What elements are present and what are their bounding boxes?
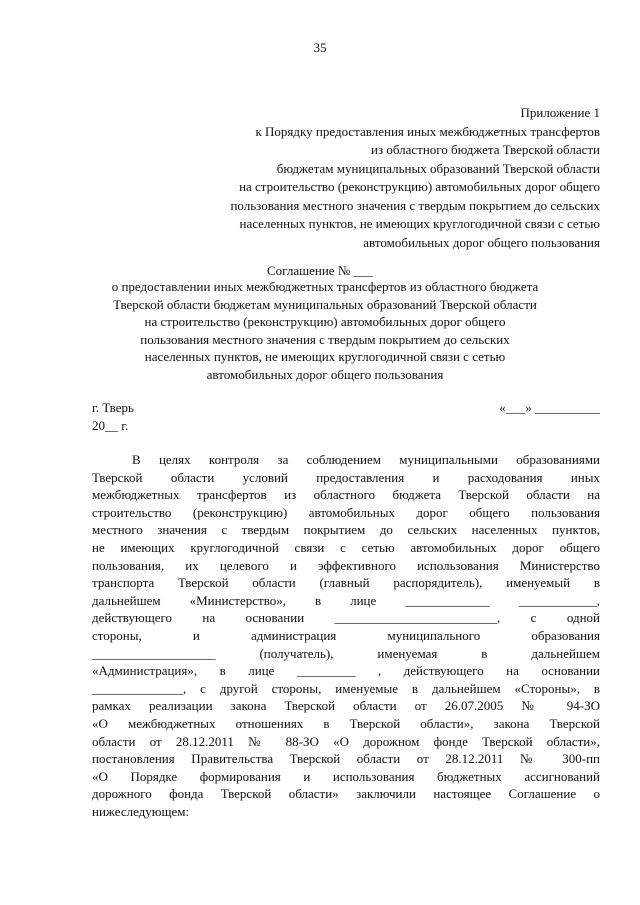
appendix-line: на строительство (реконструкцию) автомобильных дорог общего xyxy=(239,179,600,194)
appendix-line: пользования местного значения с твердым покрытием до сельских xyxy=(230,197,600,213)
agreement-body xyxy=(92,451,600,820)
body-line: транспорта Тверской области (главный распорядитель), именуемый в xyxy=(92,575,600,591)
body-line: действующего на основании _________________________, с одной xyxy=(92,610,600,626)
body-line: В целях контроля за соблюдением муниципальными образованиями xyxy=(132,452,600,467)
agreement-title: Соглашение № ___ xyxy=(267,263,373,278)
body-line: ___________________ (получатель), именуемая в дальнейшем xyxy=(92,645,600,661)
agreement-subject-line: населенных пунктов, не имеющих круглогодичной связи с сетью xyxy=(144,349,506,364)
body-line: пользования, их целевого и эффективного использования Министерство xyxy=(92,557,600,573)
appendix-line: бюджетам муниципальных образований Тверской области xyxy=(276,160,600,176)
body-line: области от 28.12.2011 № 88-ЗО «О дорожном фонде Тверской области», xyxy=(92,733,600,749)
body-line: ______________, с другой стороны, именуемые в дальнейшем «Стороны», в xyxy=(92,680,600,696)
body-line: местного значения с твердым покрытием до сельских населенных пунктов, xyxy=(92,522,600,538)
body-line: «Администрация», в лице _________ , действующего на основании xyxy=(92,663,600,679)
appendix-line: автомобильных дорог общего пользования xyxy=(363,234,600,250)
body-line: не имеющих круглогодичной связи с сетью автомобильных дорог общего xyxy=(92,539,600,555)
body-line: нижеследующем: xyxy=(92,803,190,819)
agreement-subject-line: автомобильных дорог общего пользования xyxy=(206,366,444,382)
body-line: «О Порядке формирования и использования бюджетных ассигнований xyxy=(92,768,600,784)
body-line: постановления Правительства Тверской области от 28.12.2011 № 300-пп xyxy=(92,751,600,767)
body-line: дорожного фонда Тверской области» заключили настоящее Соглашение о xyxy=(92,786,600,802)
appendix-line: Приложение 1 xyxy=(520,105,600,120)
body-line: строительство (реконструкцию) автомобильных дорог общего пользования xyxy=(92,504,600,520)
signing-year: 20__ г. xyxy=(92,418,129,433)
body-line: дальнейшем «Министерство», в лице _____________ ____________, xyxy=(92,592,600,608)
body-line: рамках реализации закона Тверской области от 26.07.2005 № 94-ЗО xyxy=(92,698,600,714)
agreement-subject-line: на строительство (реконструкцию) автомобильных дорог общего xyxy=(144,314,506,329)
appendix-line: к Порядку предоставления иных межбюджетных трансфертов xyxy=(255,123,600,139)
body-line: «О межбюджетных отношениях в Тверской области», закона Тверской xyxy=(92,715,600,731)
body-line: межбюджетных трансфертов из областного бюджета Тверской области на xyxy=(92,487,600,503)
agreement-subject-line: пользования местного значения с твердым покрытием до сельских xyxy=(140,331,510,347)
page-number: 35 xyxy=(313,40,327,55)
agreement-subject-line: Тверской области бюджетам муниципальных образований Тверской области xyxy=(113,296,537,312)
body-line: стороны, и администрация муниципального образования xyxy=(92,627,600,643)
signing-date: «___» __________ xyxy=(499,400,600,415)
agreement-subject xyxy=(60,278,590,383)
body-line: Тверской области условий предоставления и расходования иных xyxy=(92,469,600,485)
appendix-header xyxy=(140,104,600,252)
agreement-subject-line: о предоставлении иных межбюджетных трансфертов из областного бюджета xyxy=(111,279,539,294)
place-of-signing: г. Тверь xyxy=(92,400,134,415)
appendix-line: из областного бюджета Тверской области xyxy=(371,142,600,157)
appendix-line: населенных пунктов, не имеющих круглогодичной связи с сетью xyxy=(239,216,600,231)
